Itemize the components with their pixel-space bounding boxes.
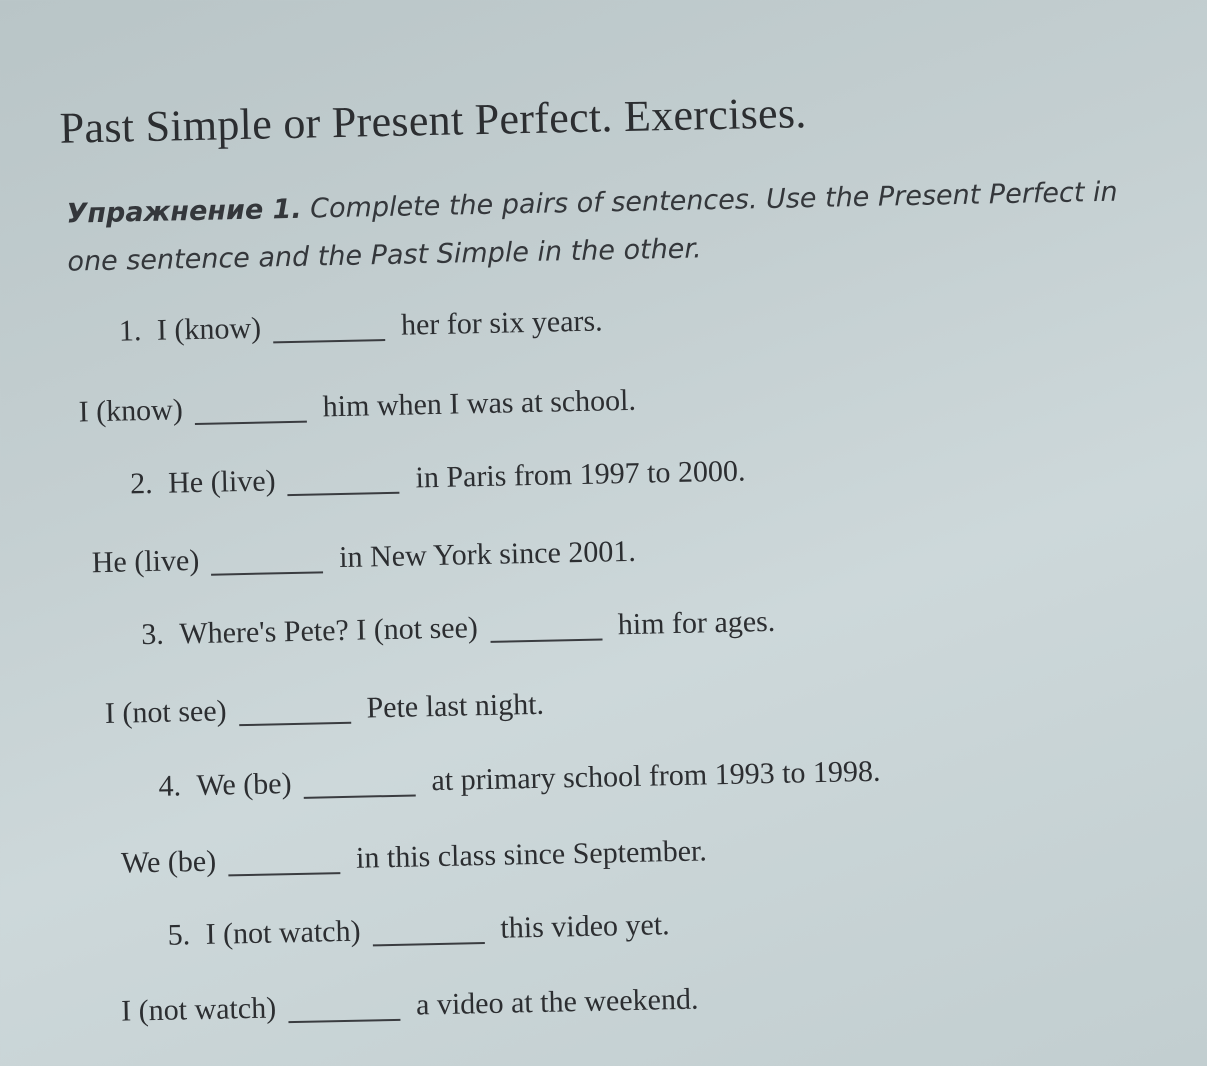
answer-blank xyxy=(211,570,323,575)
sentence-ending: this video yet. xyxy=(500,908,670,945)
answer-blank xyxy=(239,721,351,726)
exercise-instruction-text: Complete the pairs of sentences. Use the Present Perfect in one sentence and the Past Simple in the other. xyxy=(67,176,1118,278)
sentence-ending: in New York since 2001. xyxy=(338,534,637,575)
sentence-number: 4. xyxy=(158,769,182,803)
sentence-number: 3. xyxy=(140,617,165,652)
exercise-label: Упражнение 1. xyxy=(66,193,302,230)
answer-blank xyxy=(273,338,385,343)
sentence-prompt: He (live) xyxy=(167,464,276,500)
sentence-4b xyxy=(121,834,707,880)
sentence-5b xyxy=(121,983,699,1029)
page-title: Past Simple or Present Perfect. Exercises. xyxy=(59,88,808,153)
answer-blank xyxy=(228,871,340,876)
sentence-prompt: I (not see) xyxy=(104,694,227,730)
sentence-2a xyxy=(130,454,746,501)
sentence-ending: him for ages. xyxy=(617,604,776,642)
sentence-prompt: I (not watch) xyxy=(205,914,361,951)
sentence-1a xyxy=(119,304,603,348)
sentence-prompt: I (not watch) xyxy=(120,991,277,1028)
answer-blank xyxy=(288,491,400,496)
sentence-ending: in Paris from 1997 to 2000. xyxy=(415,454,746,495)
sentence-ending: a video at the weekend. xyxy=(415,982,699,1022)
sentence-ending: him when I was at school. xyxy=(322,383,637,424)
sentence-3a xyxy=(141,605,776,652)
sentence-5a xyxy=(167,908,670,953)
sentence-prompt: I (know) xyxy=(78,393,184,429)
sentence-4a xyxy=(158,755,881,804)
sentence-prompt: Where's Pete? I (not see) xyxy=(178,611,479,651)
answer-blank xyxy=(304,793,416,798)
sentence-number: 1. xyxy=(118,314,142,348)
sentence-ending: Pete last night. xyxy=(366,687,545,725)
sentence-1b xyxy=(78,384,636,430)
answer-blank xyxy=(373,941,485,946)
sentence-3b xyxy=(105,688,545,731)
sentence-ending: in this class since September. xyxy=(355,834,708,875)
sentence-prompt: We (be) xyxy=(196,767,292,803)
sentence-prompt: We (be) xyxy=(120,844,217,880)
sentence-number: 5. xyxy=(167,918,191,952)
exercise-instruction xyxy=(66,168,1158,287)
sentence-prompt: He (live) xyxy=(91,543,200,580)
sentence-prompt: I (know) xyxy=(156,311,262,347)
answer-blank xyxy=(288,1018,400,1023)
sentence-2b xyxy=(91,535,636,580)
answer-blank xyxy=(490,638,602,643)
sentence-number: 2. xyxy=(129,466,154,501)
sentence-ending: at primary school from 1993 to 1998. xyxy=(431,754,881,798)
sentence-ending: her for six years. xyxy=(400,304,603,342)
answer-blank xyxy=(195,420,307,425)
